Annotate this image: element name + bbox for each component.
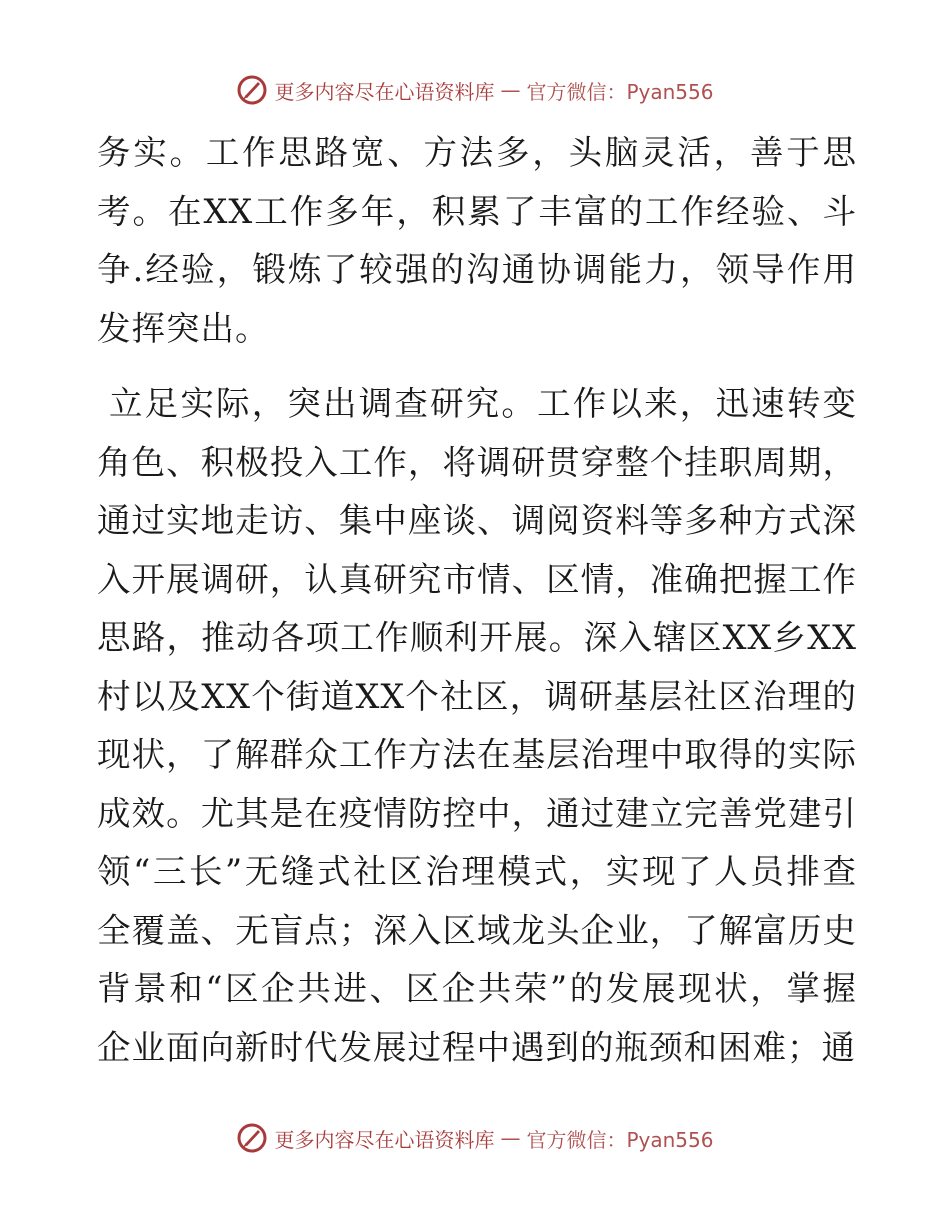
- banner-wechat-id: 官方微信：Pyan556: [526, 1127, 714, 1152]
- document-body: [97, 124, 857, 1077]
- red-quill-logo-icon: [236, 74, 268, 106]
- red-quill-logo-icon: [236, 1122, 268, 1154]
- paragraph-1: 务实。工作思路宽、方法多，头脑灵活，善于思考。在XX工作多年，积累了丰富的工作经验、斗争.经验，锻炼了较强的沟通协调能力，领导作用发挥突出。: [97, 133, 857, 348]
- banner-site-name: 更多内容尽在心语资料库: [274, 79, 495, 104]
- banner-wechat-id: 官方微信：Pyan556: [526, 79, 714, 104]
- banner-site-name: 更多内容尽在心语资料库: [274, 1127, 495, 1152]
- banner-separator: —: [500, 1126, 521, 1150]
- paragraph-2: 立足实际，突出调查研究。工作以来，迅速转变角色、积极投入工作，将调研贯穿整个挂职周期，通过实地走访、集中座谈、调阅资料等多种方式深入开展调研，认真研究市情、区情，准确把握工作思路，推动各项工作顺利开展。深入辖区XX乡XX村以及XX个街道XX个社区，调研基层社区治理的现状，了解群众工作方法在基层治理中取得的实际成效。尤其是在疫情防控中，通过建立完善党建引领“三长”无缝式社区治理模式，实现了人员排查全覆盖、无盲点；深入区域龙头企业，了解富历史背景和“区企共进、区企共荣”的发展现状，掌握企业面向新时代发展过程中遇到的瓶颈和困难；通: [97, 384, 857, 1067]
- header-banner: [0, 70, 950, 110]
- banner-separator: —: [500, 78, 521, 102]
- footer-banner: [0, 1118, 950, 1158]
